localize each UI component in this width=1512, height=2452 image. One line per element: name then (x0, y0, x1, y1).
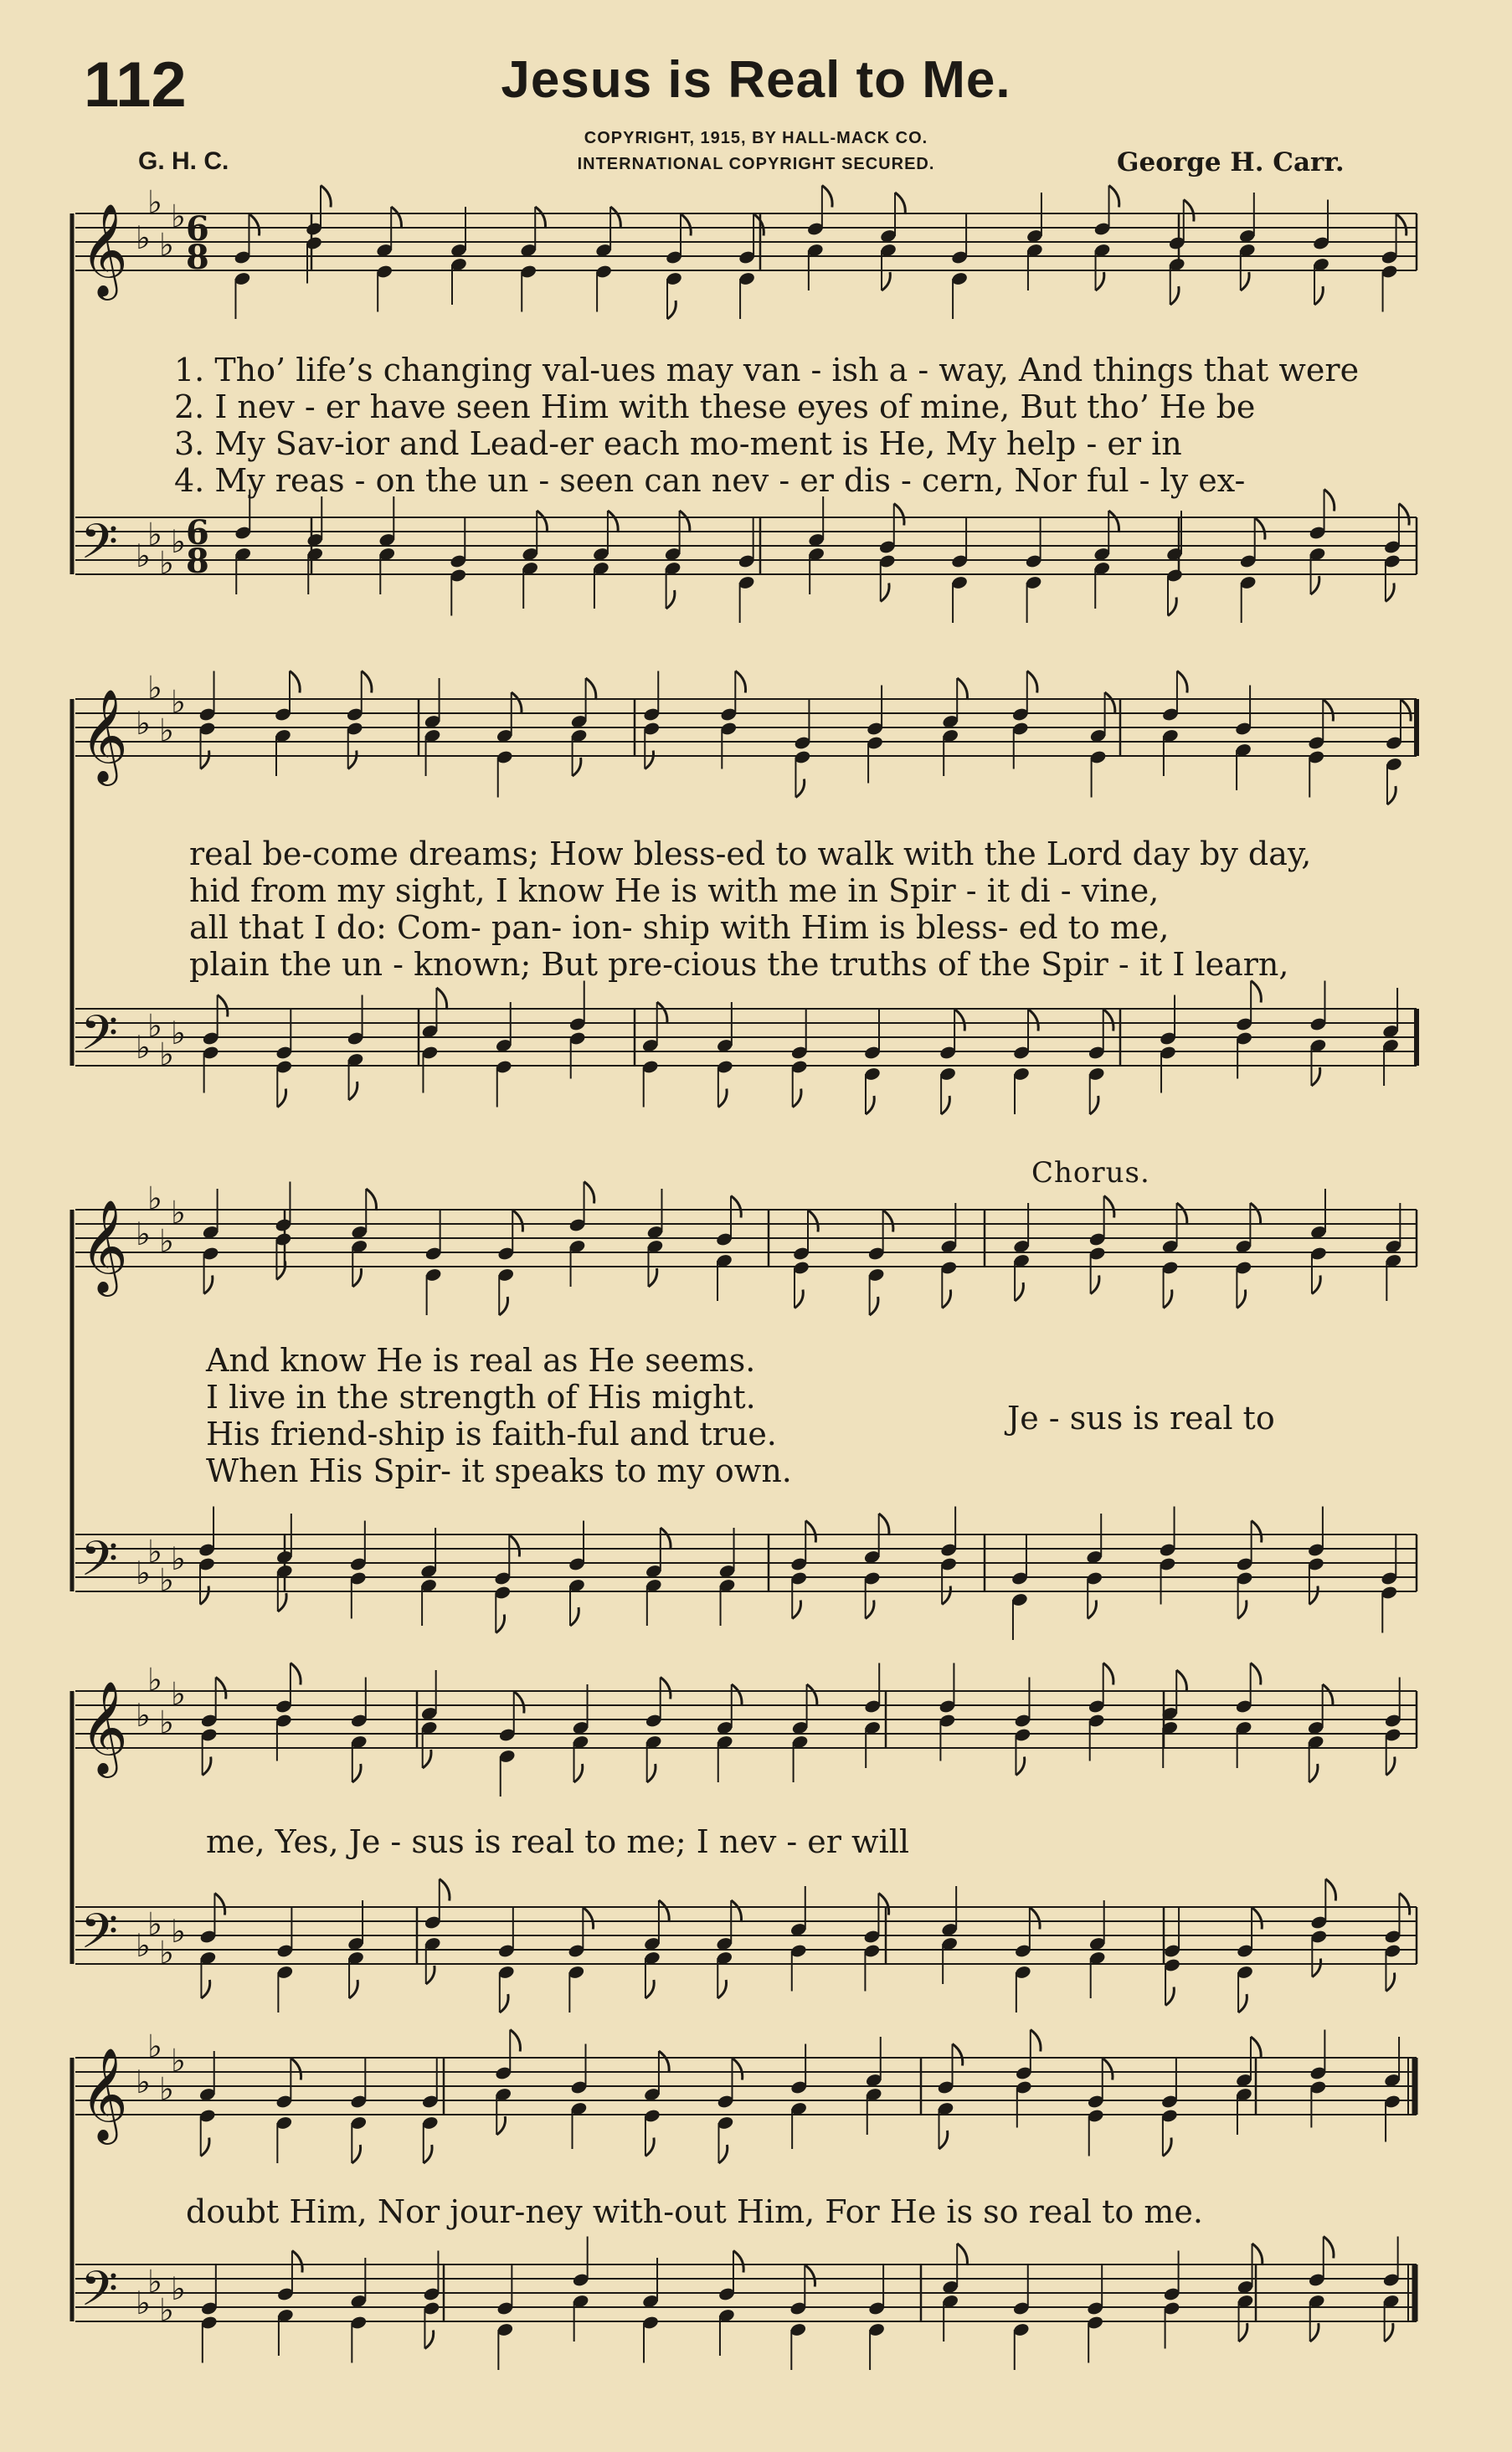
note-flag (1238, 1601, 1247, 1619)
note-flag (1030, 1908, 1040, 1930)
note-flag (1399, 1894, 1409, 1915)
note-flag (731, 1900, 741, 1922)
note-flag (292, 2251, 302, 2273)
note-flag (645, 1980, 654, 1998)
note-flag (583, 1908, 593, 1930)
note-flag (822, 186, 832, 208)
note-flag (957, 2244, 967, 2265)
note-flag (878, 1894, 888, 1915)
bass-clef-icon: 𝄢 (80, 2260, 119, 2329)
flat-icon: ♭ (136, 1927, 151, 1964)
treble-clef-icon: 𝄞 (80, 2047, 128, 2141)
note-flag (509, 1535, 519, 1557)
note-flag (1176, 1670, 1186, 1692)
note-flag (1309, 1586, 1318, 1605)
lyric-line: His friend-ship is faith-ful and true. (206, 1416, 777, 1452)
note-flag (570, 1607, 579, 1626)
flat-icon: ♭ (171, 1194, 186, 1231)
flat-icon: ♭ (136, 1029, 151, 1066)
note-flag (866, 1096, 874, 1114)
note-flag (659, 2051, 669, 2073)
flat-icon: ♭ (159, 1704, 174, 1741)
note-flag (290, 671, 300, 693)
note-flag (1386, 583, 1394, 602)
note-flag (881, 583, 889, 602)
time-signature-bottom: 8 (186, 542, 209, 581)
note-flag (1165, 1987, 1174, 2006)
note-flag (291, 2059, 301, 2080)
note-flag (512, 692, 522, 714)
flat-icon: ♭ (136, 1697, 151, 1734)
note-flag (732, 2059, 742, 2080)
note-flag (537, 511, 547, 532)
note-flag (645, 2138, 654, 2156)
copyright-line-1: COPYRIGHT, 1915, BY HALL-MACK CO. (584, 129, 928, 147)
chorus-label: Chorus. (1031, 1156, 1150, 1190)
note-flag (1031, 2030, 1041, 2052)
flat-icon: ♭ (147, 1661, 162, 1699)
note-flag (1168, 598, 1176, 616)
note-flag (953, 2044, 963, 2066)
lyrics-system-2 (189, 835, 1311, 983)
note-flag (1250, 1203, 1260, 1225)
lyrics-chorus-start: Je - sus is real to (1007, 1400, 1275, 1437)
note-flag (647, 1764, 656, 1782)
note-flag (1312, 1276, 1320, 1294)
note-flag (731, 1196, 741, 1218)
bass-clef-icon: 𝄢 (80, 1530, 119, 1599)
flat-icon: ♭ (159, 2070, 174, 2108)
note-flag (1251, 1663, 1261, 1685)
note-flag (362, 671, 372, 693)
flat-icon: ♭ (159, 544, 174, 582)
note-flag (942, 1290, 950, 1308)
time-signature-top: 6 (186, 209, 209, 249)
note-flag (352, 1764, 361, 1782)
note-flag (1251, 981, 1261, 1003)
note-flag (939, 2131, 948, 2149)
treble-clef-icon: 𝄞 (80, 203, 128, 296)
note-flag (391, 207, 401, 229)
note-flag (514, 1692, 524, 1714)
note-flag (1184, 200, 1194, 222)
note-flag (1177, 1203, 1187, 1225)
note-flag (1103, 1010, 1113, 1031)
note-flag (535, 207, 545, 229)
lyric-line: real be-come dreams; How bless-ed to walk with the Lord day by day, (189, 835, 1312, 872)
note-flag (735, 671, 745, 693)
treble-clef-icon: 𝄞 (80, 688, 128, 782)
note-flag (870, 1297, 878, 1315)
flat-icon: ♭ (159, 1561, 174, 1599)
note-flag (574, 1764, 583, 1782)
note-flag (661, 1528, 671, 1550)
lyrics-system-5: doubt Him, Nor jour-ney with-out Him, For He is so real to me. (186, 2193, 1203, 2230)
flat-icon: ♭ (147, 1533, 162, 1570)
note-flag (1237, 1290, 1245, 1308)
note-flag (718, 2145, 727, 2163)
note-flag (201, 2138, 209, 2156)
note-flag (1091, 1276, 1099, 1294)
flat-icon: ♭ (159, 712, 174, 749)
note-flag (1255, 518, 1265, 540)
note-flag (1396, 214, 1407, 236)
note-flag (957, 678, 967, 700)
note-flag (866, 1601, 874, 1619)
note-flag (1109, 186, 1119, 208)
note-flag (424, 2331, 433, 2349)
note-flag (1103, 1663, 1113, 1685)
note-flag (808, 1211, 818, 1232)
treble-clef-icon: 𝄞 (80, 1680, 128, 1774)
note-flag (1252, 1521, 1262, 1543)
note-flag (1252, 1908, 1262, 1930)
note-flag (510, 2030, 520, 2052)
note-flag (1324, 2237, 1334, 2259)
note-flag (894, 504, 904, 526)
note-flag (366, 1189, 376, 1211)
lyrics-system-1 (174, 352, 1359, 499)
note-flag (216, 1678, 226, 1699)
note-flag (718, 1089, 727, 1108)
note-flag (277, 1089, 285, 1108)
hymn-number: 112 (84, 49, 187, 121)
note-flag (753, 214, 764, 236)
flat-icon: ♭ (171, 2270, 186, 2307)
note-flag (1108, 511, 1119, 532)
lyric-line: plain the un - known; But pre-cious the truths of the Spir - it I learn, (189, 946, 1289, 983)
note-flag (349, 1082, 357, 1100)
note-flag (424, 2145, 432, 2163)
note-flag (214, 1894, 224, 1915)
flat-icon: ♭ (136, 1555, 151, 1591)
lyric-line: And know He is real as He seems. (206, 1342, 756, 1379)
flat-icon: ♭ (136, 1216, 151, 1252)
note-flag (249, 214, 259, 236)
note-flag (733, 2251, 743, 2273)
note-flag (1385, 2323, 1393, 2341)
note-flag (496, 1615, 504, 1633)
flat-icon: ♭ (171, 1675, 186, 1713)
note-flag (1170, 286, 1179, 305)
note-flag (1239, 2323, 1247, 2341)
note-flag (201, 751, 209, 769)
note-flag (661, 1678, 671, 1699)
flat-icon: ♭ (147, 183, 162, 221)
lyric-line: 2. I nev - er have seen Him with these eyes of mine, But tho’ He be (174, 388, 1256, 425)
flat-icon: ♭ (159, 2291, 174, 2329)
note-flag (1325, 1879, 1335, 1901)
note-flag (496, 2116, 505, 2135)
flat-icon: ♭ (147, 1180, 162, 1217)
note-flag (795, 779, 804, 798)
note-flag (657, 1002, 667, 1024)
note-flag (278, 1593, 286, 1612)
lyrics-system-3 (206, 1342, 792, 1489)
note-flag (1401, 700, 1411, 722)
bass-clef-icon: 𝄢 (80, 1903, 119, 1971)
note-flag (436, 988, 446, 1010)
note-flag (667, 301, 676, 319)
composer-name: George H. Carr. (1117, 147, 1345, 177)
note-flag (348, 751, 357, 769)
bass-clef-icon: 𝄢 (80, 513, 119, 582)
note-flag (648, 1268, 656, 1287)
flat-icon: ♭ (136, 219, 151, 256)
flat-icon: ♭ (171, 523, 186, 560)
note-flag (1251, 2037, 1261, 2059)
note-flag (1090, 1096, 1098, 1114)
note-flag (352, 2145, 360, 2163)
note-flag (1028, 1010, 1038, 1031)
note-flag (608, 511, 618, 532)
note-flag (1241, 272, 1249, 290)
flat-icon: ♭ (171, 1015, 186, 1051)
note-flag (423, 1750, 431, 1768)
note-flag (882, 272, 890, 290)
note-flag (440, 1879, 450, 1901)
flat-icon: ♭ (136, 705, 151, 742)
copyright-line-2: INTERNATIONAL COPYRIGHT SECURED. (577, 155, 935, 173)
flat-icon: ♭ (136, 2064, 151, 2100)
note-flag (586, 678, 596, 700)
note-flag (1314, 286, 1323, 305)
note-flag (680, 511, 690, 532)
flat-icon: ♭ (171, 198, 186, 235)
flat-icon: ♭ (171, 2042, 186, 2079)
note-flag (1104, 1196, 1114, 1218)
flat-icon: ♭ (159, 1222, 174, 1260)
note-flag (717, 1980, 726, 1998)
note-flag (1310, 2323, 1319, 2341)
note-flag (805, 2265, 815, 2287)
note-flag (352, 1268, 361, 1287)
note-flag (954, 1010, 964, 1031)
flat-icon: ♭ (136, 2285, 151, 2321)
flat-icon: ♭ (147, 516, 162, 553)
note-flag (645, 751, 653, 769)
note-flag (500, 1994, 508, 2012)
note-flag (1252, 2244, 1263, 2265)
note-flag (666, 590, 675, 609)
note-flag (1386, 1757, 1395, 1776)
flat-icon: ♭ (147, 1905, 162, 1943)
note-flag (795, 1290, 803, 1308)
note-flag (1323, 1684, 1333, 1706)
flat-icon: ♭ (171, 683, 186, 721)
hymn-title: Jesus is Real to Me. (501, 51, 1011, 109)
flat-icon: ♭ (147, 2028, 162, 2065)
note-flag (805, 1521, 815, 1543)
note-flag (1323, 700, 1333, 722)
time-signature-top: 6 (186, 513, 209, 553)
note-flag (610, 207, 620, 229)
note-flag (659, 1900, 669, 1922)
flat-icon: ♭ (159, 1036, 174, 1073)
time-signature-bottom: 8 (186, 238, 209, 277)
note-flag (1027, 671, 1037, 693)
note-flag (203, 1757, 211, 1776)
note-flag (1311, 576, 1319, 594)
note-flag (1163, 2138, 1171, 2156)
lyric-line: When His Spir- it speaks to my own. (206, 1452, 792, 1489)
lyric-line: 1. Tho’ life’s changing val-ues may van - ish a - way, And things that were (174, 352, 1360, 388)
note-flag (1015, 1283, 1023, 1301)
note-flag (1105, 692, 1115, 714)
note-flag (1309, 1764, 1318, 1782)
flat-icon: ♭ (171, 1540, 186, 1577)
note-flag (792, 1601, 800, 1619)
note-flag (942, 1586, 950, 1605)
note-flag (681, 214, 691, 236)
flat-icon: ♭ (136, 537, 151, 574)
flat-icon: ♭ (147, 1007, 162, 1045)
note-flag (218, 995, 228, 1017)
note-flag (321, 186, 331, 208)
note-flag (204, 1276, 213, 1294)
note-flag (1164, 1290, 1172, 1308)
note-flag (879, 1514, 889, 1535)
note-flag (793, 1089, 801, 1108)
note-flag (807, 1684, 817, 1706)
note-flag (291, 1663, 301, 1685)
lyric-line: hid from my sight, I know He is with me in Spir - it di - vine, (189, 872, 1160, 909)
lyric-line: I live in the strength of His might. (206, 1379, 756, 1416)
lyric-line: 4. My reas - on the un - seen can nev - er dis - cern, Nor ful - ly ex- (174, 462, 1246, 499)
bass-clef-icon: 𝄢 (80, 1005, 119, 1073)
lyric-line: all that I do: Com- pan- ion- ship with Him is bless- ed to me, (189, 909, 1170, 946)
note-flag (941, 1096, 949, 1114)
note-flag (1088, 1601, 1096, 1619)
flat-icon: ♭ (159, 1934, 174, 1971)
note-flag (1312, 1959, 1320, 1977)
flat-icon: ♭ (159, 226, 174, 264)
note-flag (1103, 2059, 1113, 2080)
note-flag (1386, 1973, 1394, 1992)
note-flag (200, 1586, 208, 1605)
flat-icon: ♭ (171, 1913, 186, 1950)
note-flag (201, 1980, 209, 1998)
note-flag (584, 1182, 594, 1204)
note-flag (1238, 1994, 1247, 2012)
note-flag (883, 1211, 893, 1232)
lyric-line: 3. My Sav-ior and Lead-er each mo-ment is He, My help - er in (174, 425, 1182, 462)
note-flag (1177, 671, 1187, 693)
flat-icon: ♭ (147, 669, 162, 707)
note-flag (349, 1980, 357, 1998)
flat-icon: ♭ (147, 2263, 162, 2300)
note-flag (512, 1211, 522, 1232)
lyrics-system-4: me, Yes, Je - sus is real to me; I nev - er will (206, 1823, 910, 1860)
note-flag (1096, 272, 1104, 290)
note-flag (1016, 1757, 1024, 1776)
note-flag (499, 1297, 507, 1315)
lyricist-initials: G. H. C. (138, 147, 229, 175)
note-flag (573, 758, 581, 776)
note-flag (426, 1966, 435, 1984)
note-flag (1387, 786, 1396, 804)
note-flag (1399, 504, 1409, 526)
note-flag (1311, 1067, 1319, 1086)
treble-clef-icon: 𝄞 (80, 1199, 128, 1293)
note-flag (895, 193, 905, 214)
note-flag (732, 1684, 742, 1706)
